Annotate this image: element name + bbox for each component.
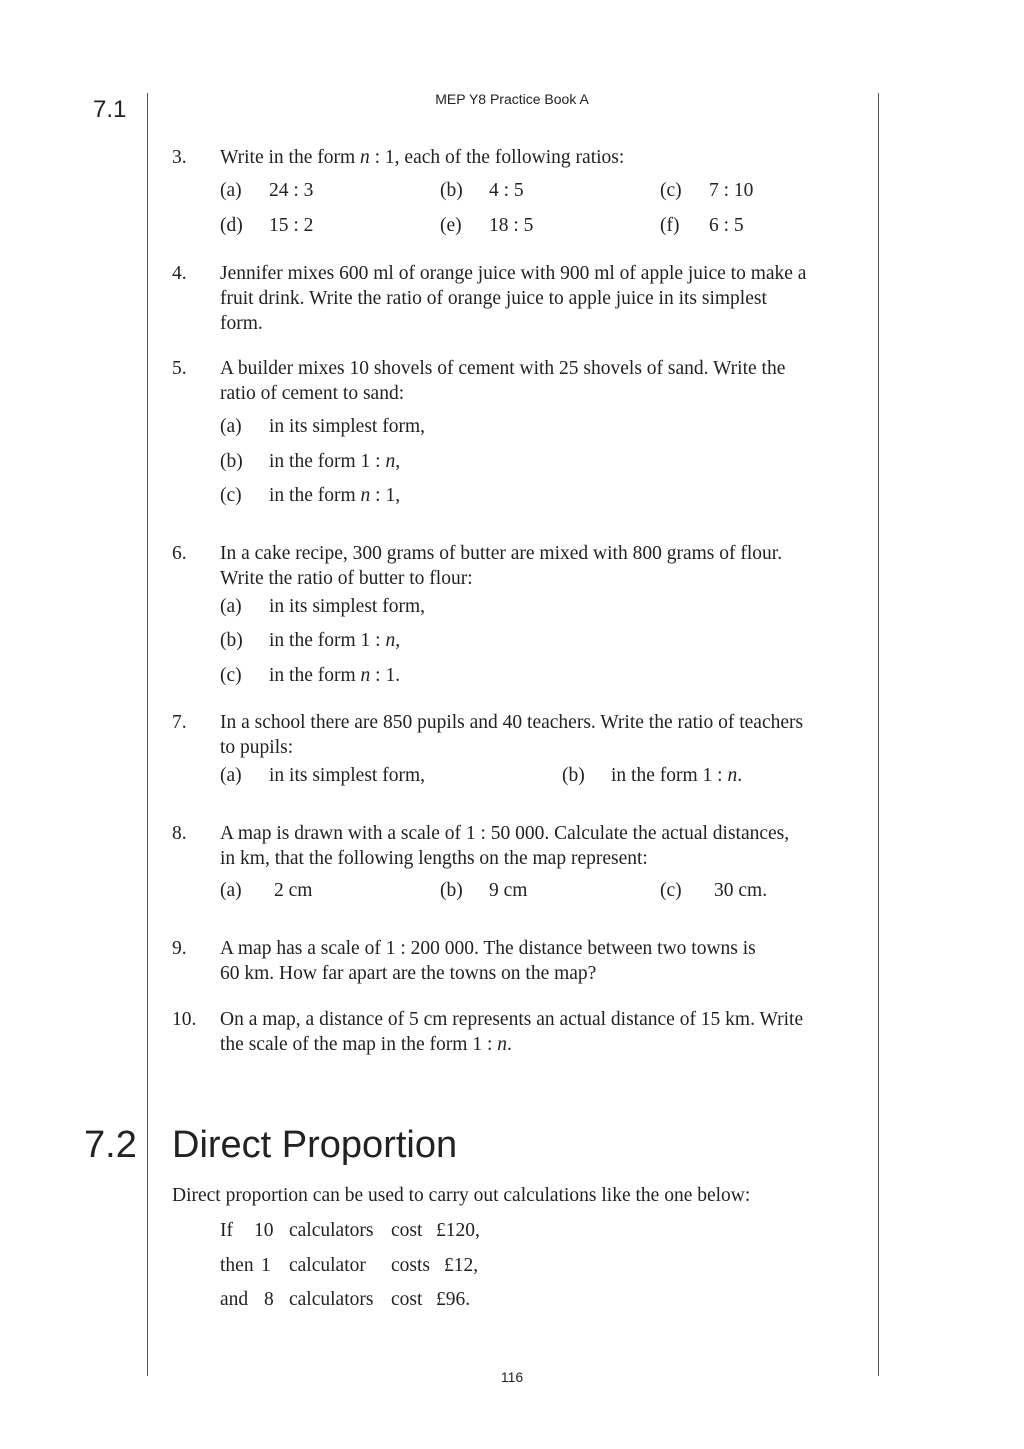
calc-count: 1 [261, 1255, 271, 1276]
section-title: Direct Proportion [172, 1124, 458, 1166]
question-line: form. [220, 313, 263, 334]
calc-price: £96. [436, 1289, 471, 1310]
question-line: Write the ratio of butter to flour: [220, 568, 473, 589]
calc-price: £120, [436, 1220, 480, 1241]
part-label: (a) [220, 765, 242, 786]
part-value: 2 cm [274, 880, 313, 901]
question-number: 3. [172, 147, 187, 168]
question-line: in km, that the following lengths on the map represent: [220, 848, 648, 869]
part-label: (b) [440, 180, 463, 201]
calc-verb: costs [391, 1255, 430, 1276]
question-line: A map is drawn with a scale of 1 : 50 000. Calculate the actual distances, [220, 823, 790, 844]
calc-word: If [220, 1220, 233, 1241]
question-line: ratio of cement to sand: [220, 383, 405, 404]
page-number: 116 [500, 1369, 524, 1385]
part-text: in the form n : 1, [269, 485, 401, 506]
part-label: (c) [220, 485, 242, 506]
calc-item: calculators [289, 1220, 374, 1241]
part-label: (c) [220, 665, 242, 686]
question-number: 7. [172, 712, 187, 733]
question-number: 6. [172, 543, 187, 564]
question-line: On a map, a distance of 5 cm represents an actual distance of 15 km. Write [220, 1009, 804, 1030]
calc-verb: cost [391, 1289, 423, 1310]
part-text: in the form 1 : n, [269, 630, 401, 651]
question-line: In a cake recipe, 300 grams of butter are mixed with 800 grams of flour. [220, 543, 783, 564]
book-title: MEP Y8 Practice Book A [435, 91, 589, 107]
part-text: in the form n : 1. [269, 665, 401, 686]
part-label: (c) [660, 880, 682, 901]
part-value: 15 : 2 [269, 215, 314, 236]
calc-price: £12, [444, 1255, 479, 1276]
part-value: 6 : 5 [709, 215, 744, 236]
question-number: 4. [172, 263, 187, 284]
question-line: In a school there are 850 pupils and 40 teachers. Write the ratio of teachers [220, 712, 804, 733]
part-label: (a) [220, 180, 242, 201]
part-value: 18 : 5 [489, 215, 534, 236]
question-number: 5. [172, 358, 187, 379]
section-number: 7.2 [84, 1124, 137, 1166]
right-margin-rule [878, 93, 879, 1376]
part-label: (e) [440, 215, 462, 236]
part-value: 4 : 5 [489, 180, 524, 201]
question-line: fruit drink. Write the ratio of orange juice to apple juice in its simplest [220, 288, 767, 309]
question-line: A builder mixes 10 shovels of cement with 25 shovels of sand. Write the [220, 358, 786, 379]
part-text: in the form 1 : n. [611, 765, 743, 786]
question-line: to pupils: [220, 737, 294, 758]
calc-count: 10 [254, 1220, 274, 1241]
question-line: Jennifer mixes 600 ml of orange juice with 900 ml of apple juice to make a [220, 263, 807, 284]
part-label: (a) [220, 596, 242, 617]
calc-item: calculator [289, 1255, 366, 1276]
part-label: (a) [220, 880, 242, 901]
part-label: (f) [660, 215, 680, 236]
part-label: (a) [220, 416, 242, 437]
part-value: 9 cm [489, 880, 528, 901]
left-margin-rule [147, 93, 148, 1376]
calc-item: calculators [289, 1289, 374, 1310]
part-label: (d) [220, 215, 243, 236]
calc-count: 8 [264, 1289, 274, 1310]
question-line: A map has a scale of 1 : 200 000. The distance between two towns is [220, 938, 756, 959]
part-text: in its simplest form, [269, 765, 425, 786]
part-label: (c) [660, 180, 682, 201]
question-number: 8. [172, 823, 187, 844]
section-tag: 7.1 [93, 96, 127, 123]
part-text: in its simplest form, [269, 596, 425, 617]
section-intro: Direct proportion can be used to carry out calculations like the one below: [172, 1185, 751, 1206]
part-label: (b) [220, 451, 243, 472]
calc-verb: cost [391, 1220, 423, 1241]
question-line: the scale of the map in the form 1 : n. [220, 1034, 512, 1055]
calc-word: then [220, 1255, 254, 1276]
part-value: 24 : 3 [269, 180, 314, 201]
part-value: 30 cm. [714, 880, 768, 901]
part-label: (b) [562, 765, 585, 786]
question-text: Write in the form n : 1, each of the following ratios: [220, 147, 625, 168]
part-text: in the form 1 : n, [269, 451, 401, 472]
question-number: 10. [172, 1009, 197, 1030]
question-number: 9. [172, 938, 187, 959]
part-text: in its simplest form, [269, 416, 425, 437]
question-line: 60 km. How far apart are the towns on the map? [220, 963, 597, 984]
part-value: 7 : 10 [709, 180, 754, 201]
part-label: (b) [220, 630, 243, 651]
calc-word: and [220, 1289, 249, 1310]
part-label: (b) [440, 880, 463, 901]
